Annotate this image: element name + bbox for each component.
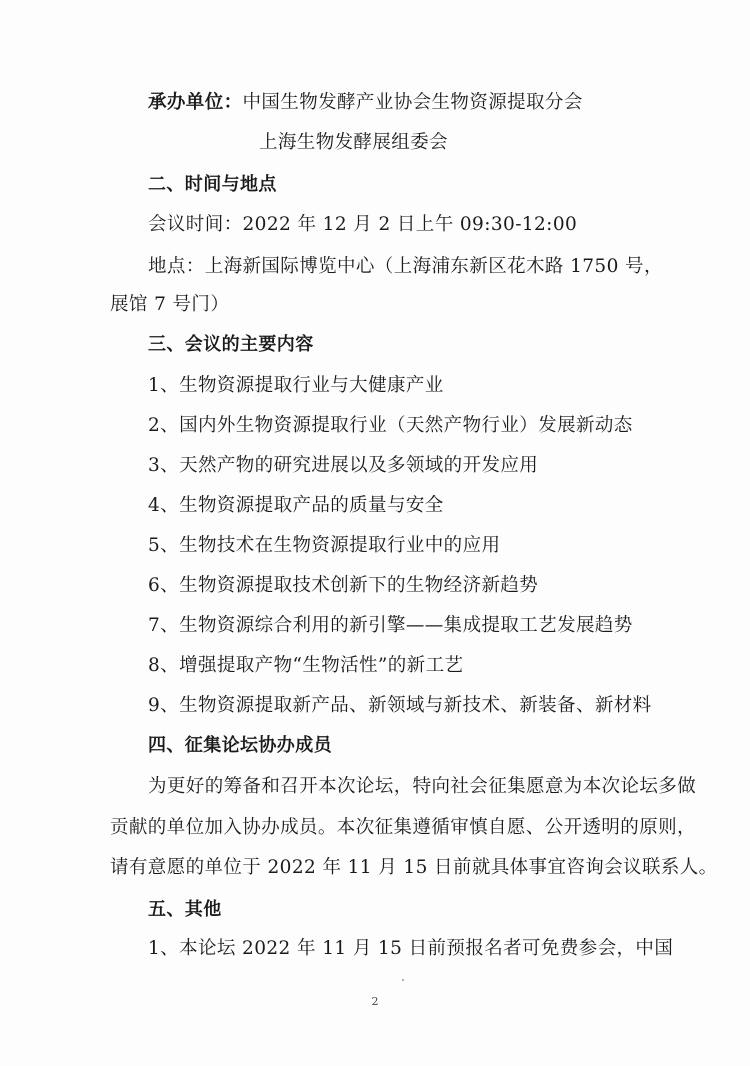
content-item-6: 6、生物资源提取技术创新下的生物经济新趋势 xyxy=(148,575,539,596)
section-5-heading: 五、其他 xyxy=(148,899,222,920)
organizer-label: 承办单位： xyxy=(148,92,243,113)
meeting-time: 会议时间：2022 年 12 月 2 日上午 09:30-12:00 xyxy=(148,214,578,235)
section-4-para-line-1: 为更好的筹备和召开本次论坛，特向社会征集愿意为本次论坛多做 xyxy=(148,776,697,797)
content-item-3: 3、天然产物的研究进展以及多领域的开发应用 xyxy=(148,455,539,476)
meeting-place-line-2: 展馆 7 号门） xyxy=(110,294,230,315)
content-item-4: 4、生物资源提取产品的质量与安全 xyxy=(148,495,444,516)
organizer-name-1: 中国生物发酵产业协会生物资源提取分会 xyxy=(242,92,583,113)
section-3-heading: 三、会议的主要内容 xyxy=(148,334,314,355)
content-item-2: 2、国内外生物资源提取行业（天然产物行业）发展新动态 xyxy=(148,415,633,436)
content-item-7: 7、生物资源综合利用的新引擎——集成提取工艺发展趋势 xyxy=(148,615,633,636)
meeting-place-line-1: 地点：上海新国际博览中心（上海浦东新区花木路 1750 号， xyxy=(148,256,663,277)
other-item-1: 1、本论坛 2022 年 11 月 15 日前预报名者可免费参会，中国 xyxy=(148,938,674,959)
section-4-heading: 四、征集论坛协办成员 xyxy=(148,735,332,756)
content-item-8: 8、增强提取产物“生物活性”的新工艺 xyxy=(148,655,464,676)
organizer-name-2: 上海生物发酵展组委会 xyxy=(259,132,449,153)
section-4-para-line-2: 贡献的单位加入协办成员。本次征集遵循审慎自愿、公开透明的原则， xyxy=(110,817,696,838)
page-number: 2 xyxy=(371,995,379,1008)
content-item-5: 5、生物技术在生物资源提取行业中的应用 xyxy=(148,535,501,556)
content-item-9: 9、生物资源提取新产品、新领域与新技术、新装备、新材料 xyxy=(148,695,652,716)
content-item-1: 1、生物资源提取行业与大健康产业 xyxy=(148,375,444,396)
section-4-para-line-3: 请有意愿的单位于 2022 年 11 月 15 日前就具体事宜咨询会议联系人。 xyxy=(110,857,718,878)
organizer-line-1 xyxy=(148,90,688,116)
scan-speck xyxy=(402,979,404,981)
section-2-heading: 二、时间与地点 xyxy=(148,174,277,195)
